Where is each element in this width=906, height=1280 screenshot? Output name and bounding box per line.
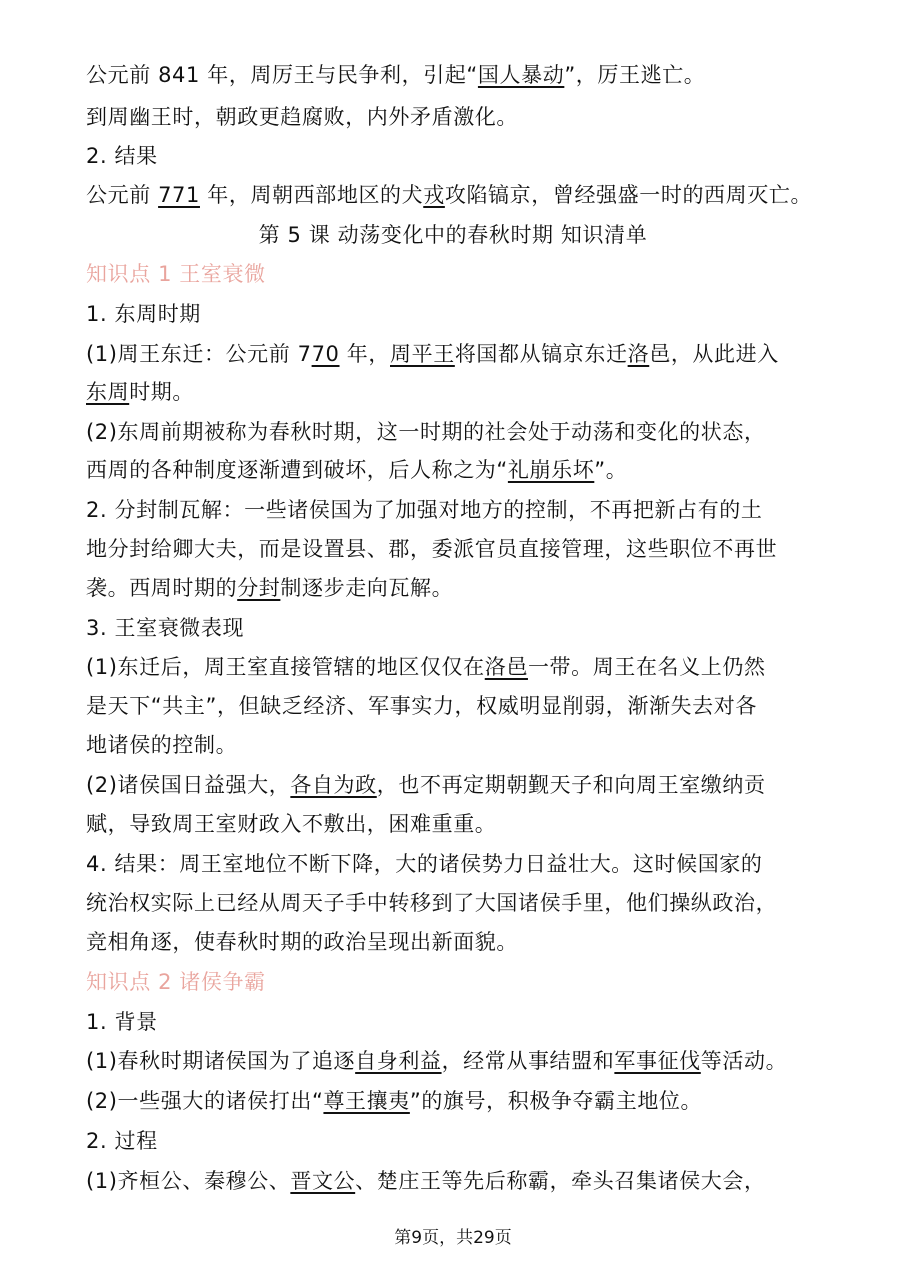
underlined-answer: 分封 [237,576,281,600]
underlined-answer: 洛邑 [484,655,528,679]
text-line [86,102,826,132]
text-segment: 1. 背景 [86,1010,158,1034]
text-segment: 2. 分封制瓦解：一些诸侯国为了加强对地方的控制，不再把新占有的土 [86,498,763,522]
text-segment: 2. 结果 [86,144,158,168]
text-line [86,339,826,369]
list-heading [86,1007,826,1037]
text-segment: ”，厉王逃亡。 [564,63,706,87]
text-segment: 竞相角逐，使春秋时期的政治呈现出新面貌。 [86,930,518,954]
underlined-answer: 自身利益 [355,1049,442,1073]
text-segment: 年， [339,342,390,366]
text-segment: 攻陷镐京，曾经强盛一时的西周灭亡。 [444,183,813,207]
text-segment: 邑，从此进入 [649,342,779,366]
text-line [86,730,826,760]
text-segment: (1)齐桓公、秦穆公、 [86,1169,291,1193]
text-line [86,180,826,210]
text-segment: 2. 过程 [86,1129,158,1153]
text-line [86,377,826,407]
underlined-answer: 国人暴动 [477,63,565,87]
text-segment: 地分封给卿大夫，而是设置县、郡，委派官员直接管理，这些职位不再世 [86,537,778,561]
text-line [86,417,826,447]
text-segment: (1)东迁后，周王室直接管辖的地区仅仅在 [86,655,485,679]
text-segment: 公元前 [86,183,159,207]
text-line [86,927,826,957]
underlined-answer: 洛 [627,342,650,366]
underlined-answer: 尊王攘夷 [323,1089,410,1113]
underlined-answer: 771 [158,183,200,207]
text-segment: 4. 结果：周王室地位不断下降，大的诸侯势力日益壮大。这时候国家的 [86,852,763,876]
underlined-answer: 戎 [423,183,445,207]
text-segment: (2)一些强大的诸侯打出“ [86,1089,324,1113]
text-segment: 赋，导致周王室财政入不敷出，困难重重。 [86,812,497,836]
text-segment: 知识点 1 王室衰微 [86,262,266,286]
text-segment: 3. 王室衰微表现 [86,616,245,640]
text-segment: 西周的各种制度逐渐遭到破坏，后人称之为“ [86,458,508,482]
text-segment: 、楚庄王等先后称霸，牵头召集诸侯大会， [355,1169,766,1193]
text-segment: ”的旗号，积极争夺霸主地位。 [409,1089,703,1113]
page-number-footer: 第9页，共29页 [394,1228,512,1248]
text-line [86,691,826,721]
text-segment: ，经常从事结盟和 [441,1049,615,1073]
text-segment: 地诸侯的控制。 [86,733,238,757]
list-heading [86,141,826,171]
text-segment: ”。 [594,458,628,482]
text-segment: 将国都从镐京东迁 [454,342,628,366]
underlined-answer: 礼崩乐坏 [507,458,595,482]
text-segment: 年，周朝西部地区的犬 [199,183,424,207]
knowledge-point-heading [86,967,826,997]
text-line [86,573,826,603]
lesson-title [0,220,906,250]
text-segment: 第 5 课 动荡变化中的春秋时期 知识清单 [258,223,648,247]
text-segment: 是天下“共主”，但缺乏经济、军事实力，权威明显削弱，渐渐失去对各 [86,694,757,718]
text-segment: ，也不再定期朝觐天子和向周王室缴纳贡 [376,773,766,797]
text-line [86,888,826,918]
text-line [86,1166,826,1196]
text-segment: 1. 东周时期 [86,302,201,326]
text-segment: 知识点 2 诸侯争霸 [86,970,266,994]
text-line [86,495,826,525]
text-segment: 时期。 [129,380,195,404]
text-segment: 袭。西周时期的 [86,576,238,600]
text-line [86,849,826,879]
knowledge-point-heading [86,259,826,289]
text-line [86,809,826,839]
underlined-answer: 晋文公 [290,1169,356,1193]
text-segment: (1)春秋时期诸侯国为了追逐 [86,1049,356,1073]
text-segment: 到周幽王时，朝政更趋腐败，内外矛盾激化。 [86,105,518,129]
underlined-answer: 70 [311,342,340,366]
text-line [86,60,826,90]
text-segment: 统治权实际上已经从周天子手中转移到了大国诸侯手里，他们操纵政治， [86,891,778,915]
underlined-answer: 军事征伐 [614,1049,701,1073]
text-segment: (1)周王东迁：公元前 7 [86,342,312,366]
text-segment: 制逐步走向瓦解。 [280,576,454,600]
list-heading [86,613,826,643]
underlined-answer: 周平王 [390,342,455,366]
text-line [86,534,826,564]
list-heading [86,299,826,329]
text-segment: (2)诸侯国日益强大， [86,773,291,797]
underlined-answer: 各自为政 [290,773,377,797]
text-line [86,652,826,682]
text-segment: 等活动。 [700,1049,788,1073]
text-line [86,1046,826,1076]
list-heading [86,1126,826,1156]
text-line [86,1086,826,1116]
underlined-answer: 东周 [86,380,130,404]
text-segment: (2)东周前期被称为春秋时期，这一时期的社会处于动荡和变化的状态， [86,420,766,444]
text-segment: 公元前 841 年，周厉王与民争利，引起“ [86,63,478,87]
text-line [86,770,826,800]
text-line [86,455,826,485]
text-segment: 一带。周王在名义上仍然 [527,655,766,679]
